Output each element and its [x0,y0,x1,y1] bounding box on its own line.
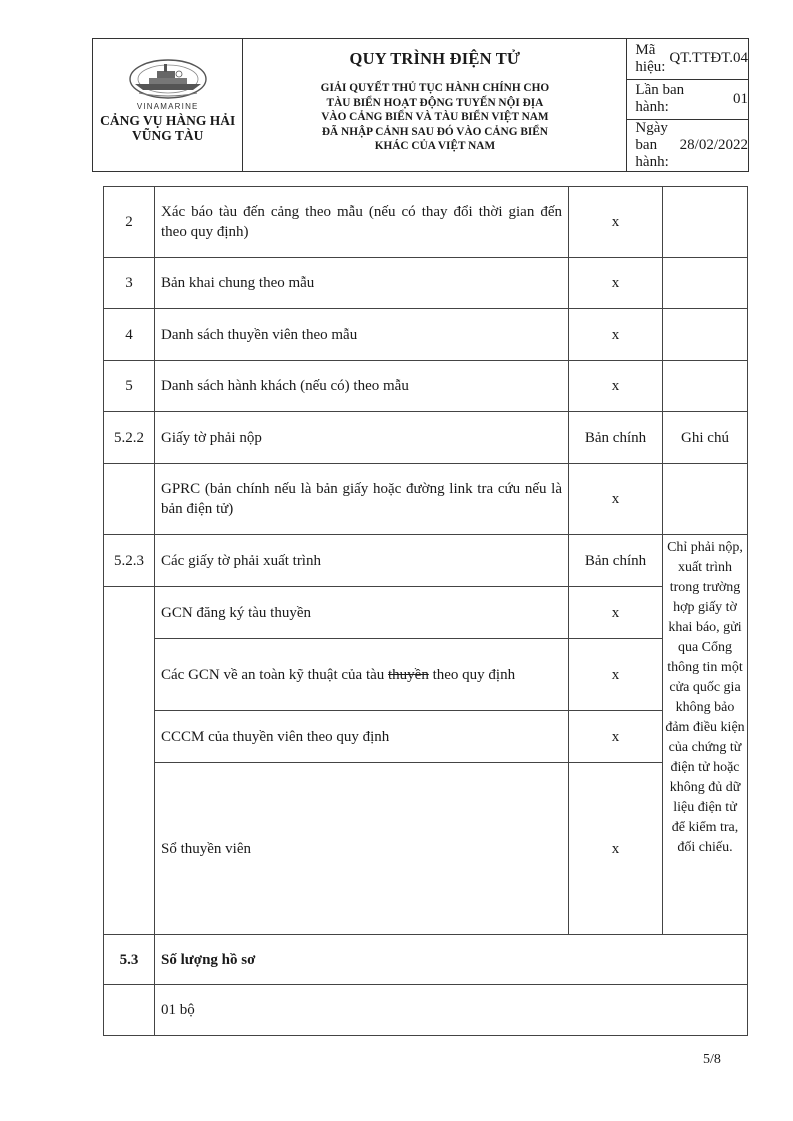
row-text: Bản khai chung theo mẫu [155,258,569,309]
section-number: 5.2.2 [104,412,155,464]
organization-line-2: VŨNG TÀU [132,128,204,143]
brand-name: VINAMARINE [136,102,199,111]
row-mark: x [569,464,663,535]
row-number: 2 [104,187,155,258]
row-number: 5 [104,361,155,412]
row-number: 3 [104,258,155,309]
organization-line-1: CẢNG VỤ HÀNG HẢI [100,113,236,128]
requirements-table [103,186,748,1036]
column-header-original: Bản chính [569,535,663,587]
document-meta [627,39,748,171]
table-row [104,464,748,535]
merged-note: Chỉ phải nộp, xuất trình trong trường hợp giấy tờ khai báo, gửi qua Cổng thông tin một cửa quốc gia không bảo đảm điều kiện của chứng từ điện tử hoặc không đủ dữ liệu điện tử để kiểm tra, đối chiếu. [663,535,748,935]
table-row [104,711,748,763]
row-note-cell [663,361,748,412]
row-number: 4 [104,309,155,361]
document-title-block [243,39,627,171]
row-text-part: Các GCN về an toàn kỹ thuật của tàu [161,666,385,683]
row-mark: x [569,763,663,935]
document-code-value: QT.TTĐT.04 [669,50,748,67]
row-mark: x [569,258,663,309]
document-code-label: Mã hiệu: [635,41,666,75]
section-row-5-2-3 [104,535,748,587]
document-edition-value: 01 [733,90,748,107]
subtitle-line: TÀU BIỂN HOẠT ĐỘNG TUYẾN NỘI ĐỊA [326,96,544,109]
table-row [104,309,748,361]
subtitle-line: VÀO CẢNG BIỂN VÀ TÀU BIỂN VIỆT NAM [321,111,549,124]
document-issue-date-value: 28/02/2022 [679,137,748,153]
row-text: GPRC (bản chính nếu là bản giấy hoặc đường link tra cứu nếu là bản điện tử) [155,464,569,535]
page-number: 5/8 [703,1052,721,1067]
row-note-cell [663,309,748,361]
column-header-original: Bản chính [569,412,663,464]
document-header [92,38,749,172]
row-text [155,639,569,711]
section-row-5-3 [104,935,748,985]
column-header-notes: Ghi chú [663,412,748,464]
row-mark: x [569,309,663,361]
row-text: CCCM của thuyền viên theo quy định [155,711,569,763]
struck-text: thuyền [388,666,429,683]
table-row [104,258,748,309]
table-row [104,985,748,1036]
logo-block [93,39,243,171]
row-number-empty [104,985,155,1036]
subtitle-line: ĐÃ NHẬP CẢNH SAU ĐÓ VÀO CẢNG BIỂN [321,125,548,138]
document-code [627,39,748,80]
vinamarine-logo-icon [127,57,209,101]
subtitle-line: KHÁC CỦA VIỆT NAM [374,140,496,153]
row-number-empty [104,587,155,935]
row-text: Xác báo tàu đến cảng theo mẫu (nếu có thay đổi thời gian đến theo quy định) [155,187,569,258]
document-edition [627,80,748,121]
document-issue-date [627,120,748,171]
table-row [104,763,748,935]
section-title: Số lượng hồ sơ [155,935,748,985]
row-note-cell [663,258,748,309]
row-text: Danh sách hành khách (nếu có) theo mẫu [155,361,569,412]
section-title: Các giấy tờ phải xuất trình [155,535,569,587]
section-number: 5.2.3 [104,535,155,587]
table-row [104,587,748,639]
row-mark: x [569,587,663,639]
section-title: Giấy tờ phải nộp [155,412,569,464]
section-number: 5.3 [104,935,155,985]
table-row [104,639,748,711]
document-issue-date-label: Ngày ban hành: [635,120,669,170]
row-mark: x [569,711,663,763]
table-row [104,187,748,258]
row-note-cell [663,464,748,535]
subtitle-line: GIẢI QUYẾT THỦ TỤC HÀNH CHÍNH CHO [320,82,550,94]
section-row-5-2-2 [104,412,748,464]
row-text: Sổ thuyền viên [155,763,569,935]
document-edition-label: Lần ban hành: [635,82,685,116]
row-mark: x [569,187,663,258]
organization-name [100,113,235,143]
row-note-cell [663,187,748,258]
row-text-part: theo quy định [432,666,516,683]
row-mark: x [569,639,663,711]
document-subtitle [243,81,626,154]
row-text: 01 bộ [155,985,748,1036]
row-text: Danh sách thuyền viên theo mẫu [155,309,569,361]
row-number-empty [104,464,155,535]
row-mark: x [569,361,663,412]
document-title: QUY TRÌNH ĐIỆN TỬ [349,49,521,68]
table-row [104,361,748,412]
row-text: GCN đăng ký tàu thuyền [155,587,569,639]
